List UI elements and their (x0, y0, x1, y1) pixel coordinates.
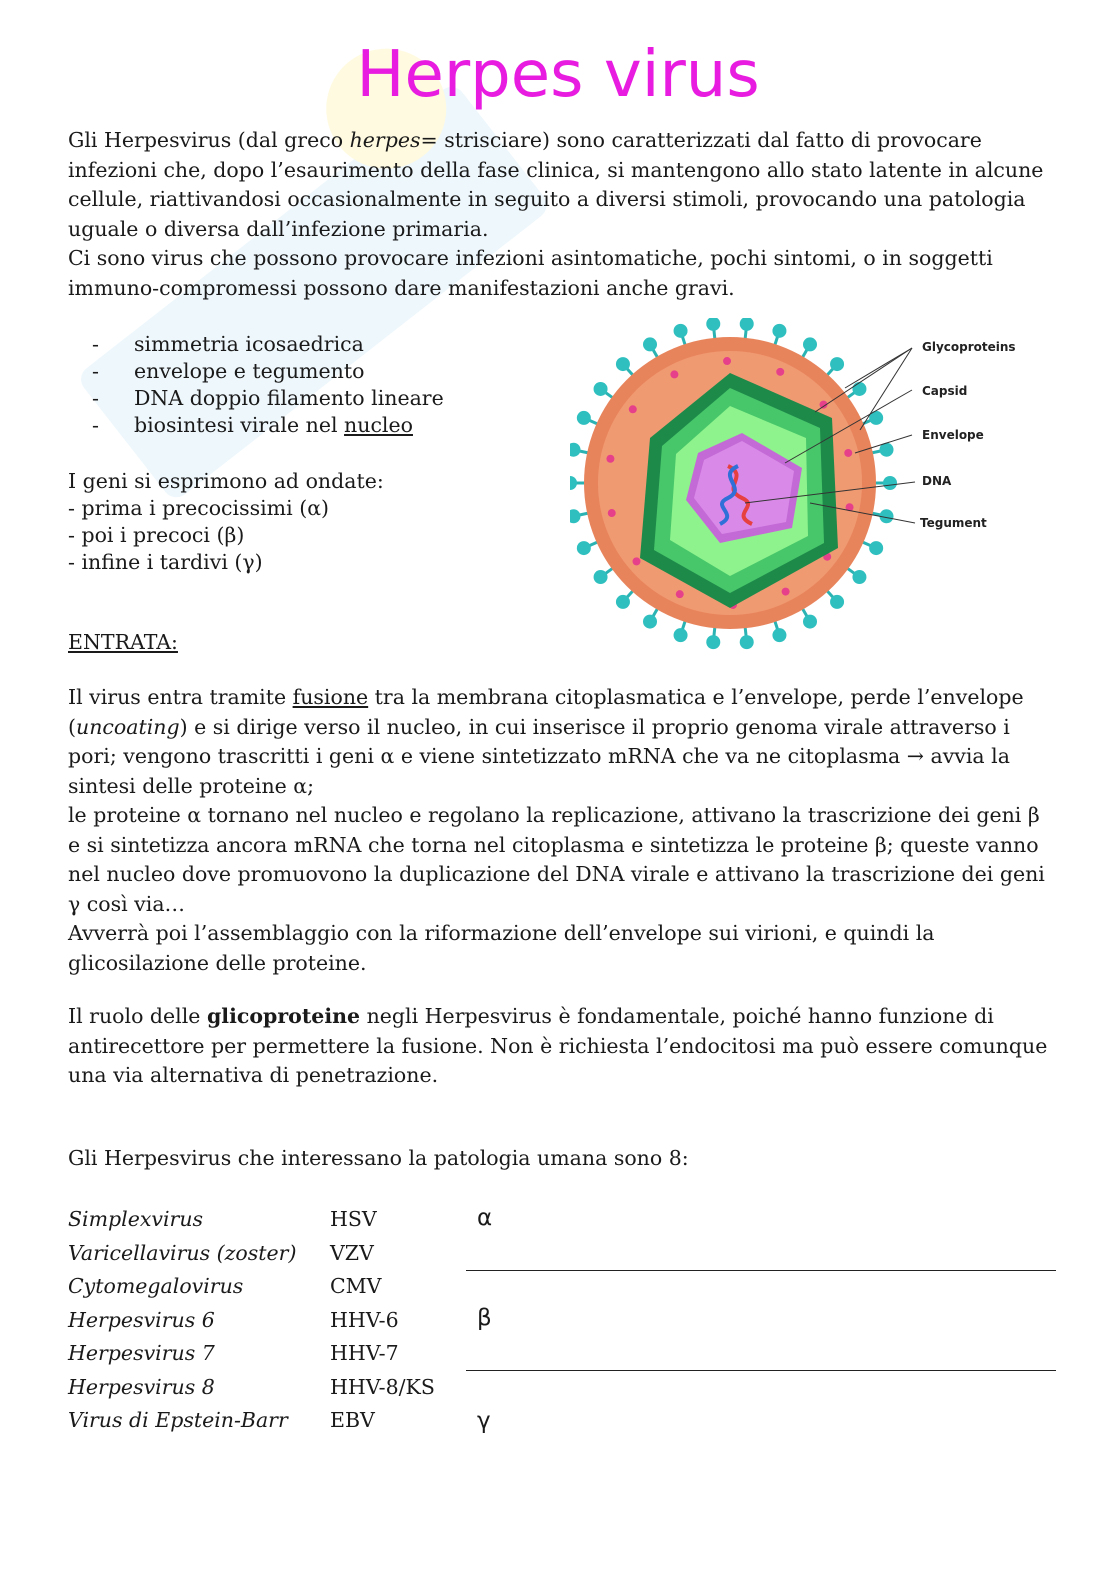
herpes-virion-diagram (570, 318, 1020, 658)
label-tegument: Tegument (920, 516, 987, 530)
envelope-protein-dot (782, 588, 790, 596)
gene-waves: I geni si esprimono ad ondate: - prima i precocissimi (α) - poi i precoci (β) - infine i tardivi (γ) (68, 469, 384, 574)
intro-section (68, 126, 1058, 303)
glycoprotein-paragraph: Il ruolo delle glicoproteine negli Herpesvirus è fondamentale, poiché hanno funzione di antirecettore per permettere la fusione. Non è richiesta l’endocitosi ma può essere comunque una via alternativa di penetrazione. (68, 1004, 1048, 1087)
intro-paragraph-2: Ci sono virus che possono provocare infezioni asintomatiche, pochi sintomi, o in soggetti immuno-compromessi possono dare manifestazioni anche gravi. (68, 246, 993, 300)
table-row: Herpesvirus 6 HHV-6 (68, 1307, 399, 1332)
list-item: - DNA doppio filamento lineare (92, 386, 444, 410)
spike-head (706, 318, 720, 331)
group-alpha: α (477, 1205, 493, 1231)
spike-head (577, 541, 591, 555)
spike-head (772, 628, 786, 642)
list-item: - envelope e tegumento (92, 359, 365, 383)
spike-head (616, 357, 630, 371)
entrata-section (68, 683, 1058, 978)
spike-head (740, 635, 754, 649)
envelope-protein-dot (776, 368, 784, 376)
label-dna: DNA (922, 474, 952, 488)
spike-head (852, 570, 866, 584)
page-title: Herpes virus (356, 38, 760, 112)
spike-head (570, 509, 580, 523)
spike-head (830, 595, 844, 609)
list-item: - poi i precoci (β) (68, 523, 245, 547)
features-list (92, 331, 444, 439)
envelope-protein-dot (629, 405, 637, 413)
entrata-paragraph-1: Il virus entra tramite fusione tra la membrana citoplasmatica e l’envelope, perde l’envelope (uncoating) e si dirige verso il nucleo, in cui inserisce il proprio genoma virale attraverso i pori; vengono trascritti i geni α e viene sintetizzato mRNA che va ne citoplasma → avvia la sintesi delle proteine α; (68, 685, 1024, 798)
spike-head (674, 324, 688, 338)
envelope-protein-dot (844, 449, 852, 457)
spike-head (852, 382, 866, 396)
envelope-protein-dot (670, 370, 678, 378)
label-capsid: Capsid (922, 384, 968, 398)
label-glycoproteins: Glycoproteins (922, 340, 1016, 354)
group-gamma: γ (477, 1408, 491, 1434)
spike-head (616, 595, 630, 609)
spike-head (830, 357, 844, 371)
spike-head (594, 570, 608, 584)
envelope-protein-dot (606, 455, 614, 463)
envelope-protein-dot (608, 509, 616, 517)
spike-head (594, 382, 608, 396)
spike-head (706, 635, 720, 649)
table-row: Virus di Epstein-Barr EBV (68, 1408, 375, 1432)
spike-head (674, 628, 688, 642)
spike-head (803, 337, 817, 351)
spike-head (570, 443, 580, 457)
spike-head (803, 615, 817, 629)
human-herpesvirus-intro: Gli Herpesvirus che interessano la patologia umana sono 8: (68, 1146, 689, 1170)
group-beta: β (477, 1305, 492, 1331)
spike-head (577, 411, 591, 425)
group-divider (466, 1270, 1056, 1271)
spike-head (883, 476, 897, 490)
table-row: Simplexvirus HSV (68, 1207, 377, 1231)
list-item: - prima i precocissimi (α) (68, 496, 330, 520)
envelope-protein-dot (633, 557, 641, 565)
table-row: Herpesvirus 7 HHV-7 (68, 1341, 399, 1365)
table-row: Herpesvirus 8 HHV-8/KS (68, 1374, 435, 1399)
table-row: Varicellavirus (zoster) VZV (68, 1240, 374, 1265)
envelope-protein-dot (676, 590, 684, 598)
spike-head (740, 318, 754, 331)
group-divider (466, 1370, 1056, 1371)
table-row: Cytomegalovirus CMV (68, 1274, 382, 1298)
spike-head (570, 476, 577, 490)
list-item: - biosintesi virale nel nucleo (92, 413, 413, 437)
label-envelope: Envelope (922, 428, 984, 442)
list-item: - infine i tardivi (γ) (68, 550, 263, 574)
spike-head (643, 337, 657, 351)
spike-head (772, 324, 786, 338)
intro-paragraph-1: Gli Herpesvirus (dal greco herpes= strisciare) sono caratterizzati dal fatto di provocare infezioni che, dopo l’esaurimento della fase clinica, si mantengono allo stato latente in alcune cellule, riattivandosi occasionalmente in seguito a diversi stimoli, provocando una patologia uguale o diversa dall’infezione primaria. (68, 128, 1044, 241)
list-item: - simmetria icosaedrica (92, 332, 364, 356)
spike-head (643, 615, 657, 629)
envelope-protein-dot (723, 357, 731, 365)
herpesvirus-table (68, 1203, 460, 1438)
spike-head (869, 541, 883, 555)
section-heading-entrata: ENTRATA: (68, 630, 178, 654)
entrata-paragraph-3: Avverrà poi l’assemblaggio con la riformazione dell’envelope sui virioni, e quindi la glicosilazione delle proteine. (68, 921, 935, 975)
entrata-paragraph-2: le proteine α tornano nel nucleo e regolano la replicazione, attivano la trascrizione dei geni β e si sintetizza ancora mRNA che torna nel citoplasma e sintetizza le proteine β; queste vanno nel nucleo dove promuovono la duplicazione del DNA virale e attivano la trascrizione dei geni γ così via… (68, 803, 1045, 916)
